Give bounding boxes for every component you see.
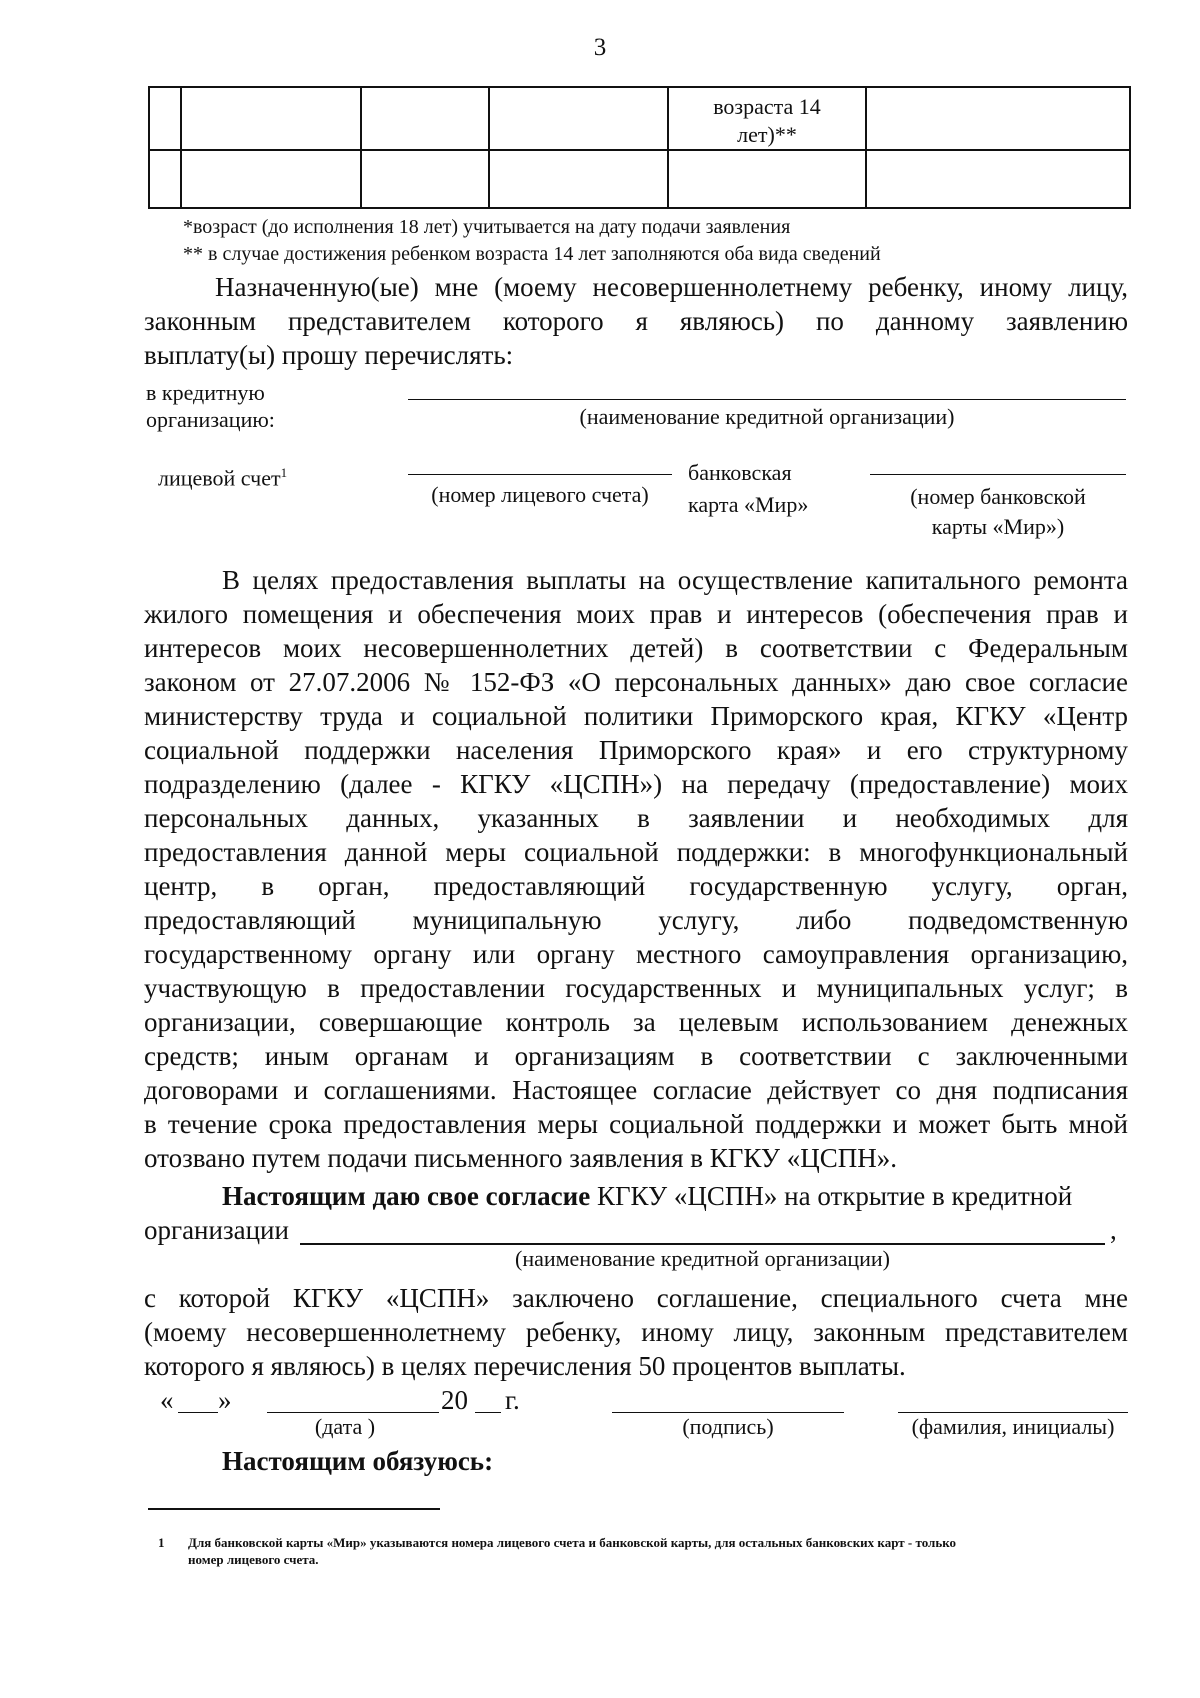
consent-line: средств; иным органам и организациям в соответствии с заключенными [144, 1041, 1128, 1071]
account-opening-comma: , [1110, 1215, 1117, 1245]
account-opening-line-2-start: организации [144, 1215, 289, 1245]
consent-line: жилого помещения и обеспечения моих прав и интересов (обеспечения прав и [144, 599, 1128, 629]
footnote-line: Для банковской карты «Мир» указываются номера лицевого счета и банковской карты, для остальных банковских карт - только [188, 1535, 957, 1550]
footnote-text [188, 1534, 956, 1568]
consent-line: министерству труда и социальной политики Приморского края, КГКУ «Центр [144, 701, 1128, 731]
table-cell [866, 87, 1130, 150]
credit-org-caption: (наименование кредитной организации) [579, 404, 955, 429]
account-number-caption: (номер лицевого счета) [431, 482, 649, 507]
consent-line: участвующую в предоставлении государственных и муниципальных услуг; в [144, 973, 1128, 1003]
table-cell [489, 87, 668, 150]
consent-line: В целях предоставления выплаты на осуществление капитального ремонта [222, 565, 1128, 595]
obligation-heading: Настоящим обязуюсь: [222, 1446, 494, 1476]
account-opening-line-1 [222, 1179, 1128, 1213]
account-opening-line: (моему несовершеннолетнему ребенку, иному лицу, законным представителем [144, 1317, 1128, 1347]
bank-card-label-line: карта «Мир» [688, 492, 809, 517]
date-year-field[interactable] [475, 1412, 501, 1413]
payment-line-1: Назначенную(ые) мне (моему несовершеннолетнему ребенку, иному лицу, [215, 272, 1128, 302]
table-cell [668, 87, 866, 150]
account-label-text: лицевой счет [158, 465, 281, 491]
credit-org-field[interactable] [408, 399, 1126, 400]
bank-card-caption [870, 482, 1126, 542]
table-cell [866, 150, 1130, 208]
footnote-14-years: ** в случае достижения ребенком возраста 14 лет заполняются оба вида сведений [183, 243, 881, 265]
signature-caption: (подпись) [682, 1414, 774, 1439]
consent-line: государственному органу или органу местного самоуправления организацию, [144, 939, 1128, 969]
consent-line: предоставления данной меры социальной поддержки: в многофункциональный [144, 837, 1128, 867]
table-cell [149, 150, 181, 208]
credit-org-label-line: организацию: [146, 407, 275, 432]
credit-org-label-line: в кредитную [146, 380, 265, 405]
bank-card-caption-line: (номер банковской [910, 484, 1086, 509]
consent-line: социальной поддержки населения Приморского края» и его структурному [144, 735, 1128, 765]
page-number: 3 [593, 34, 607, 61]
account-opening-bold-lead: Настоящим даю свое согласие [222, 1181, 591, 1211]
table-cell-text: возраста 14 лет)** [713, 94, 821, 147]
consent-line: организации, совершающие контроль за целевым использованием денежных [144, 1007, 1128, 1037]
table-cell [181, 150, 361, 208]
credit-org-label [146, 379, 275, 433]
consent-line: законом от 27.07.2006 № 152-ФЗ «О персональных данных» даю свое согласие [144, 667, 1128, 697]
full-name-field[interactable] [898, 1412, 1128, 1413]
consent-line: центр, в орган, предоставляющий государственную услугу, орган, [144, 871, 1128, 901]
data-table [148, 86, 1131, 209]
table-cell [489, 150, 668, 208]
table-cell [668, 150, 866, 208]
date-month-field[interactable] [267, 1412, 439, 1413]
bank-card-label-line: банковская [688, 460, 792, 485]
account-opening-caption: (наименование кредитной организации) [515, 1246, 890, 1271]
date-caption: (дата ) [314, 1414, 376, 1439]
account-label [158, 459, 287, 491]
bank-card-caption-line: карты «Мир») [931, 514, 1065, 539]
table-cell [361, 87, 489, 150]
date-quote-close: » [218, 1385, 232, 1415]
footnote-ref: 1 [280, 465, 288, 480]
date-quote-open: « [160, 1385, 174, 1415]
footnote-age: *возраст (до исполнения 18 лет) учитывается на дату подачи заявления [183, 216, 791, 238]
bank-card-number-field[interactable] [870, 474, 1126, 475]
account-opening-org-field[interactable] [300, 1243, 1105, 1245]
signature-field[interactable] [612, 1412, 844, 1413]
consent-line: в течение срока предоставления меры социальной поддержки и может быть мной [144, 1109, 1128, 1139]
consent-line: отозвано путем подачи письменного заявления в КГКУ «ЦСПН». [144, 1143, 897, 1173]
footnote-line: номер лицевого счета. [188, 1552, 319, 1567]
table-cell [149, 87, 181, 150]
account-number-field[interactable] [408, 474, 672, 475]
payment-line-3: выплату(ы) прошу перечислять: [144, 340, 514, 370]
footnote-separator [148, 1508, 440, 1510]
date-year-suffix: г. [505, 1385, 520, 1415]
consent-line: предоставляющий муниципальную услугу, либо подведомственную [144, 905, 1128, 935]
table-cell [181, 87, 361, 150]
full-name-caption: (фамилия, инициалы) [911, 1414, 1115, 1439]
footnote-number: 1 [158, 1535, 165, 1550]
account-opening-line: с которой КГКУ «ЦСПН» заключено соглашение, специального счета мне [144, 1283, 1128, 1313]
payment-line-2: законным представителем которого я являюсь) по данному заявлению [144, 306, 1128, 336]
account-opening-line-1-rest: КГКУ «ЦСПН» на открытие в кредитной [590, 1181, 1073, 1211]
consent-line: интересов моих несовершеннолетних детей) в соответствии с Федеральным [144, 633, 1128, 663]
date-day-field[interactable] [178, 1412, 218, 1413]
table-row [149, 87, 1130, 150]
table-cell [361, 150, 489, 208]
bank-card-label [688, 459, 808, 518]
account-opening-line: которого я являюсь) в целях перечисления 50 процентов выплаты. [144, 1351, 906, 1381]
consent-line: договорами и соглашениями. Настоящее согласие действует со дня подписания [144, 1075, 1128, 1105]
consent-line: персональных данных, указанных в заявлении и необходимых для [144, 803, 1128, 833]
consent-line: подразделению (далее - КГКУ «ЦСПН») на передачу (предоставление) моих [144, 769, 1128, 799]
table-row [149, 150, 1130, 208]
date-year-prefix: 20 [441, 1385, 468, 1415]
